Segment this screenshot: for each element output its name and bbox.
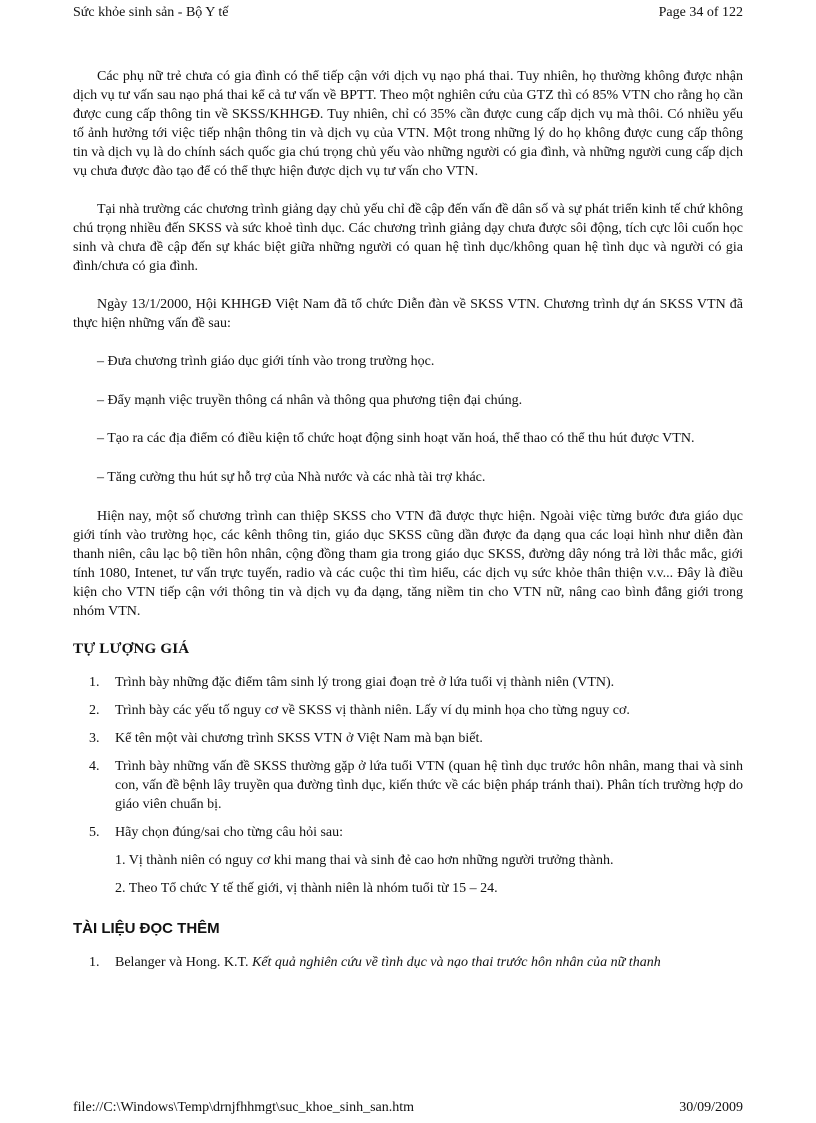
print-date: 30/09/2009: [679, 1100, 743, 1115]
paragraph-interventions: Hiện nay, một số chương trình can thiệp SKSS cho VTN đã được thực hiện. Ngoài việc từng bước đưa giáo dục giới tính vào trường học, các kênh thông tin, giáo dục SKSS cũng dần được đa dạng qua các loại hình như diễn đàn thanh niên, câu lạc bộ tiền hôn nhân, cộng đồng tham gia trong giáo dục SKSS, đường dây nóng trả lời thắc mắc, giới tính 1080, Intenet, tư vấn trực tuyến, radio và các cuộc thi tìm hiểu, các dịch vụ sức khỏe thân thiện v.v... Đây là điều kiện cho VTN tiếp cận với thông tin và dịch vụ đa dạng, tăng niềm tin cho VTN nữ, nâng cao bình đẳng giới trong nhóm VTN.: [73, 509, 743, 619]
self-assessment-heading: TỰ LƯỢNG GIÁ: [73, 641, 190, 657]
item-number: 1.: [89, 675, 100, 690]
sub-item: 1. Vị thành niên có nguy cơ khi mang thai và sinh đẻ cao hơn những người trưởng thành.: [115, 853, 614, 868]
list-item: [73, 729, 743, 748]
item-text: Kể tên một vài chương trình SKSS VTN ở Việt Nam mà bạn biết.: [115, 731, 483, 746]
item-number: 5.: [89, 825, 100, 840]
self-assessment-list: [73, 673, 743, 898]
bullet-item: – Tạo ra các địa điểm có điều kiện tổ chức hoạt động sinh hoạt văn hoá, thể thao có thể thu hút được VTN.: [97, 431, 695, 446]
item-number: 2.: [89, 703, 100, 718]
reference-item: [73, 953, 743, 972]
page-footer: [73, 1097, 743, 1119]
reference-number: 1.: [89, 955, 100, 970]
paragraph-forum: Ngày 13/1/2000, Hội KHHGĐ Việt Nam đã tổ chức Diễn đàn về SKSS VTN. Chương trình dự án SKSS VTN đã thực hiện những vấn đề sau:: [73, 297, 743, 331]
item-number: 4.: [89, 759, 100, 774]
item-text: Trình bày những vấn đề SKSS thường gặp ở lứa tuổi VTN (quan hệ tình dục trước hôn nhân, mang thai và sinh con, vấn đề bệnh lây truyền qua đường tình dục, kiến thức về các biện pháp tránh thai). Phân tích trường hợp do giáo viên chuẩn bị.: [115, 759, 743, 812]
page-content: [73, 67, 743, 972]
item-text: Trình bày những đặc điểm tâm sinh lý trong giai đoạn trẻ ở lứa tuổi vị thành niên (VTN).: [115, 675, 615, 690]
reference-title: Kết quả nghiên cứu về tình dục và nạo thai trước hôn nhân của nữ thanh: [251, 955, 661, 970]
paragraph-school-programs: Tại nhà trường các chương trình giảng dạy chủ yếu chỉ đề cập đến vấn đề dân số và sự phát triển kinh tế chứ không chú trọng nhiều đến SKSS và sức khoẻ tình dục. Các chương trình giảng dạy chưa được sôi động, tích cực lôi cuốn học sinh và chưa đề cập đến sự khác biệt giữa những người có quan hệ tình dục/không quan hệ tình dục và người có gia đình/chưa có gia đình.: [73, 202, 743, 274]
item-number: 3.: [89, 731, 100, 746]
bullet-item: – Tăng cường thu hút sự hỗ trợ của Nhà nước và các nhà tài trợ khác.: [97, 470, 486, 485]
page-number: Page 34 of 122: [658, 5, 743, 20]
bullet-item: – Đưa chương trình giáo dục giới tính vào trong trường học.: [97, 354, 435, 369]
page-header: [73, 2, 743, 24]
list-item: [73, 757, 743, 814]
paragraph-access-services: Các phụ nữ trẻ chưa có gia đình có thể tiếp cận với dịch vụ nạo phá thai. Tuy nhiên, họ thường không được nhận dịch vụ tư vấn sau nạo phá thai kể cả tư vấn về BPTT. Theo một nghiên cứu của GTZ thì có 85% VTN cho rằng họ cần được cung cấp thông tin về SKSS/KHHGĐ. Tuy nhiên, chỉ có 35% cần được cung cấp dịch vụ mà thôi. Có nhiều yếu tố ảnh hưởng tới việc tiếp nhận thông tin và dịch vụ của VTN. Một trong những lý do họ không được cung cấp thông tin và dịch vụ là do chính sách quốc gia chú trọng chủ yếu vào những người có gia đình, và những người cung cấp dịch vụ chưa được đào tạo để có thể thực hiện được dịch vụ tư vấn cho VTN.: [73, 69, 743, 179]
item-text: Trình bày các yếu tố nguy cơ về SKSS vị thành niên. Lấy ví dụ minh họa cho từng nguy cơ.: [115, 703, 630, 718]
list-item: [73, 823, 743, 898]
reference-text: [115, 953, 743, 972]
list-item: [73, 701, 743, 720]
document-title: Sức khỏe sinh sản - Bộ Y tế: [73, 5, 229, 20]
list-item: [73, 673, 743, 692]
item-text: Hãy chọn đúng/sai cho từng câu hỏi sau:: [115, 825, 344, 840]
true-false-subitems: [115, 851, 743, 898]
reference-author: Belanger và Hong. K.T.: [115, 955, 252, 970]
sub-item: 2. Theo Tổ chức Y tế thế giới, vị thành niên là nhóm tuổi từ 15 – 24.: [115, 881, 498, 896]
further-reading-heading: TÀI LIỆU ĐỌC THÊM: [73, 920, 220, 937]
item-body: [115, 823, 743, 898]
file-path: file://C:\Windows\Temp\drnjfhhmgt\suc_khoe_sinh_san.htm: [73, 1100, 415, 1115]
bullet-item: – Đẩy mạnh việc truyền thông cá nhân và thông qua phương tiện đại chúng.: [97, 393, 523, 408]
